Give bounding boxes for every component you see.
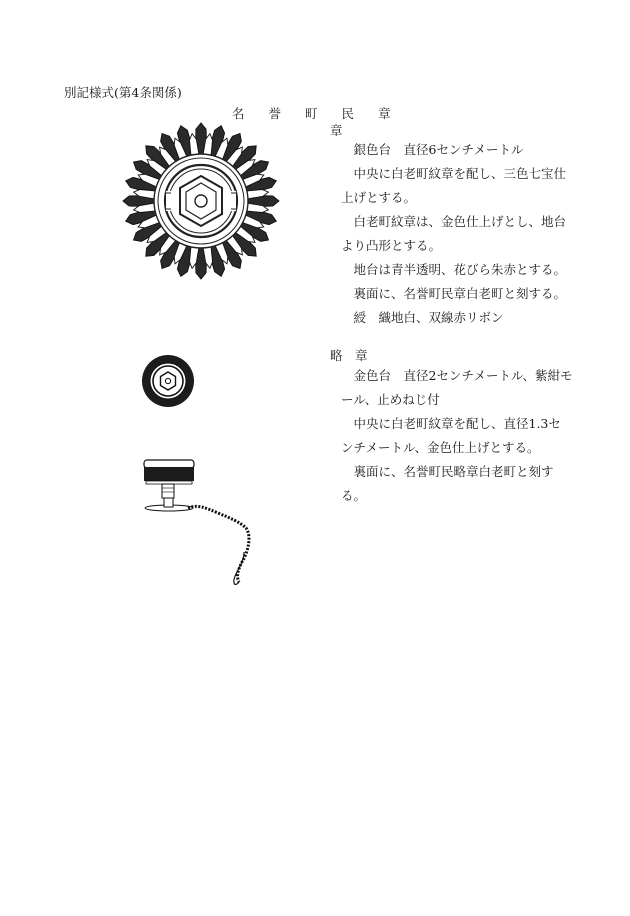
- badge-front-illustration: [140, 353, 196, 409]
- medal-desc-line: 地台は青半透明、花びら朱赤とする。: [353, 262, 567, 277]
- medal-desc-line: 中央に白老町紋章を配し、三色七宝仕上げとする。: [341, 166, 567, 205]
- title-char: 誉: [268, 106, 282, 121]
- title-char: 民: [341, 106, 355, 121]
- badge-desc-line: 金色台 直径2センチメートル、紫紺モール、止めねじ付: [341, 368, 573, 407]
- medal-section-label: 章: [330, 123, 343, 138]
- form-reference: 別記様式(第4条関係): [64, 85, 182, 100]
- badge-section-label: 略 章: [330, 348, 368, 363]
- badge-side-illustration: [136, 456, 266, 591]
- title-char: 町: [305, 106, 318, 121]
- medal-desc-line: 銀色台 直径6センチメートル: [353, 142, 524, 157]
- medal-desc-line: 綬 織地白、双線赤リボン: [353, 310, 504, 325]
- badge-desc-line: 裏面に、名誉町民略章白老町と刻する。: [341, 464, 554, 503]
- badge-description: [341, 364, 573, 508]
- medal-illustration: [121, 121, 281, 281]
- document-title: [232, 104, 391, 122]
- badge-desc-line: 中央に白老町紋章を配し、直径1.3センチメートル、金色仕上げとする。: [341, 416, 561, 455]
- medal-description: [341, 138, 573, 330]
- title-char: 名: [232, 106, 245, 121]
- medal-desc-line: 白老町紋章は、金色仕上げとし、地台より凸形とする。: [341, 214, 567, 253]
- medal-desc-line: 裏面に、名誉町民章白老町と刻する。: [353, 286, 567, 301]
- title-char: 章: [378, 106, 391, 121]
